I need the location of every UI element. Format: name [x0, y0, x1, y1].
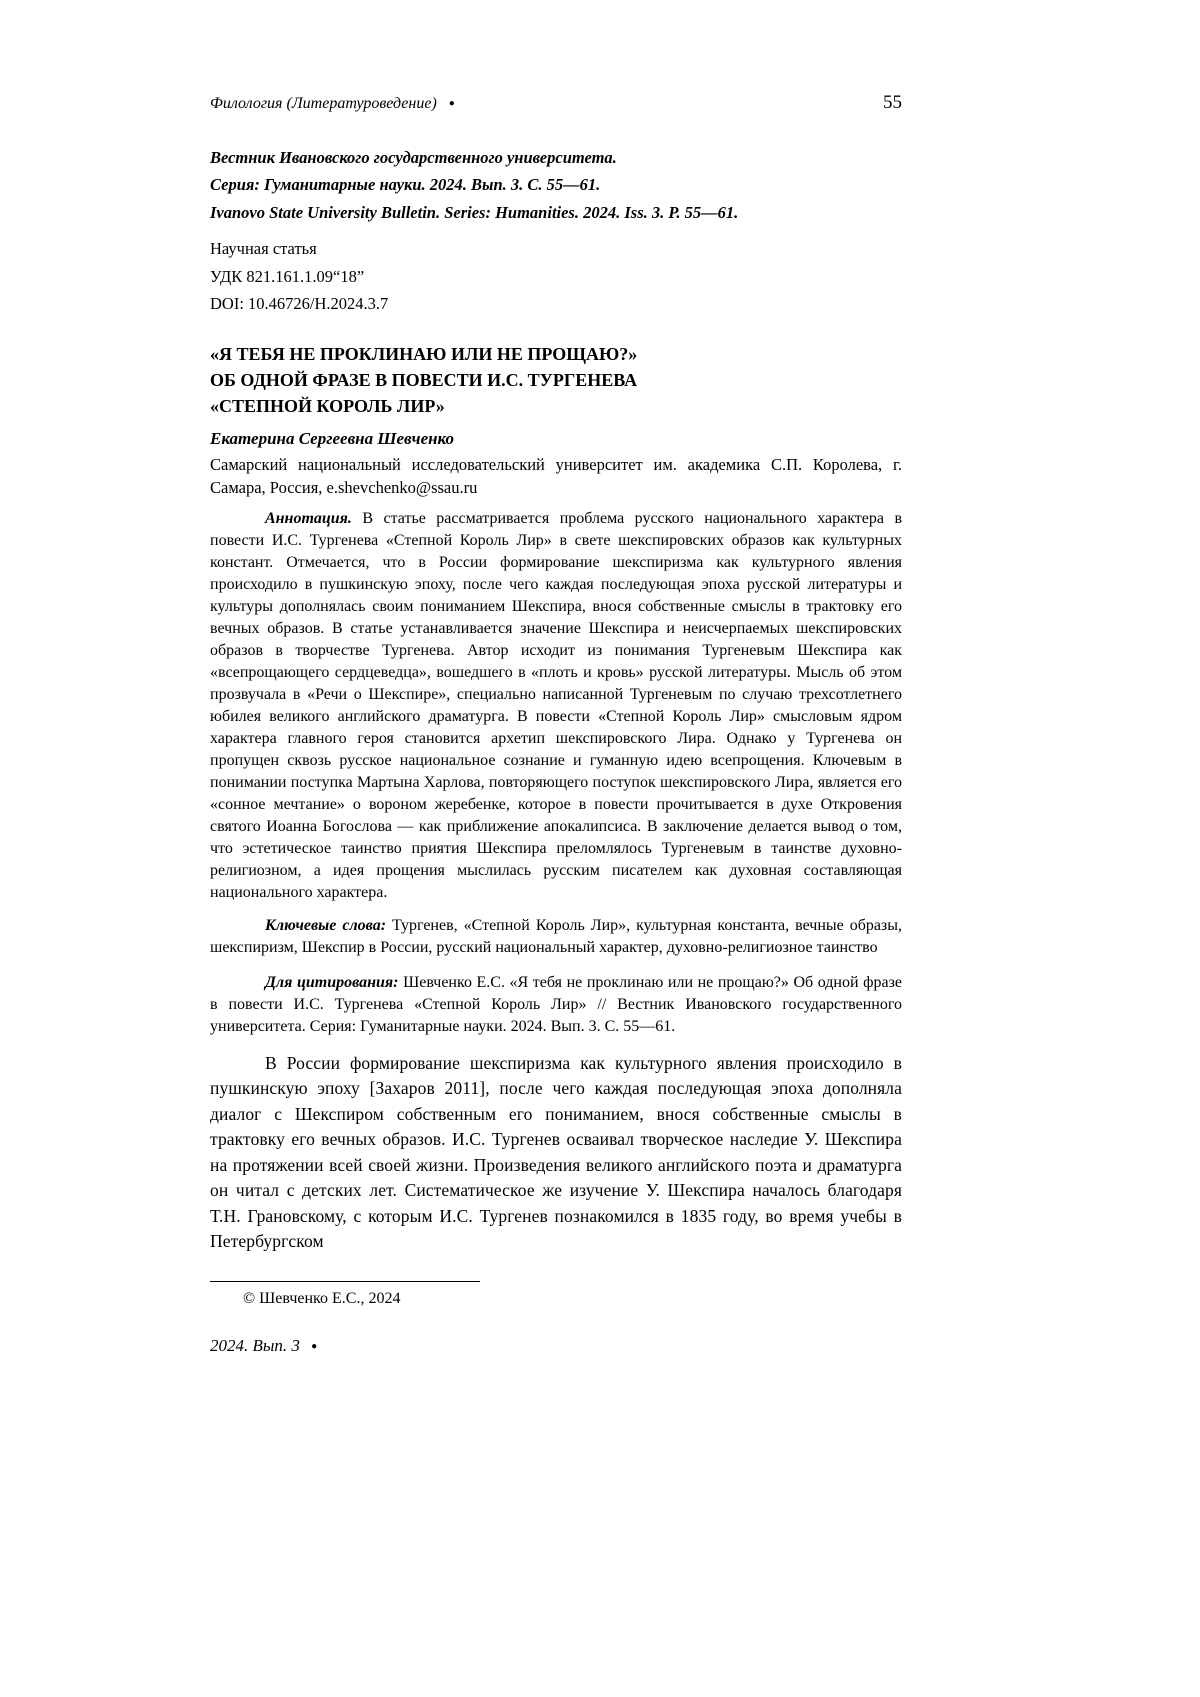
author-affiliation: Самарский национальный исследовательский университет им. академика С.П. Королева, г. Самара, Россия, e.shevchenko@ssau.ru: [210, 454, 902, 497]
abstract-label: Аннотация.: [265, 509, 352, 527]
keywords-text: Тургенев, «Степной Король Лир», культурная константа, вечные образы, шекспиризм, Шекспир в России, русский национальный характер, духовно-религиозное таинство: [210, 916, 903, 956]
abstract-text: В статье рассматривается проблема русского национального характера в повести И.С. Тургенева «Степной Король Лир» в свете шекспировских образов как культурных констант. Отмечается, что в России формирование шекспиризма как культурного явления происходило в пушкинскую эпоху, после чего каждая последующая эпоха русской литературы и культуры дополнялась своим пониманием Шекспира, внося собственные смыслы в трактовку его вечных образов. В статье устанавливается значение Шекспира и неисчерпаемых шекспировских образов в творчестве Тургенева. Автор исходит из понимания Тургеневым Шекспира как «всепрощающего сердцеведца», вошедшего в «плоть и кровь» русской литературы. Мысль об этом прозвучала в «Речи о Шекспире», специально написанной Тургеневым по случаю трехсотлетнего юбилея великого английского драматурга. В повести «Степной Король Лир» смысловым ядром характера главного героя становится архетип шекспировского Лира. Однако у Тургенева он пропущен сквозь русское национальное сознание и гуманную идею всепрощения. Ключевым в понимании поступка Мартына Харлова, повторяющего поступок шекспировского Лира, является его «сонное мечтание» о вороном жеребенке, которое в повести прочитывается в духе Откровения святого Иоанна Богослова — как приближение апокалипсиса. В заключение делается вывод о том, что эстетическое таинство приятия Шекспира преломлялось Тургеневым в таинстве духовно-религиозном, а идея прощения мыслилась русским писателем как духовная составляющая национального характера.: [210, 509, 903, 901]
bullet-icon: ●: [311, 1340, 318, 1352]
citation-label: Для цитирования:: [265, 973, 399, 991]
article-meta: [210, 235, 902, 318]
citation-paragraph: [210, 972, 902, 1038]
article-title-line3: «СТЕПНОЙ КОРОЛЬ ЛИР»: [210, 395, 445, 416]
masthead-ru-line1: Вестник Ивановского государственного университета.: [210, 148, 617, 167]
page-footer: [210, 1336, 902, 1356]
page-content: [210, 0, 902, 1356]
page-number: 55: [883, 92, 902, 113]
footnote-divider: [210, 1281, 480, 1282]
udc-code: УДК 821.161.1.09“18”: [210, 266, 365, 286]
article-title-line2: ОБ ОДНОЙ ФРАЗЕ В ПОВЕСТИ И.С. ТУРГЕНЕВА: [210, 369, 638, 390]
bullet-icon: ●: [448, 98, 455, 109]
journal-masthead: [210, 144, 902, 226]
article-title-line1: «Я ТЕБЯ НЕ ПРОКЛИНАЮ ИЛИ НЕ ПРОЩАЮ?»: [210, 343, 638, 364]
copyright-notice: © Шевченко Е.С., 2024: [243, 1289, 401, 1307]
keywords-paragraph: [210, 915, 902, 959]
running-header-title: Филология (Литературоведение): [210, 95, 437, 112]
running-header-section: [210, 95, 455, 113]
masthead-en-line: Ivanovo State University Bulletin. Series: Humanities. 2024. Iss. 3. P. 55—61.: [210, 203, 739, 222]
masthead-ru-line2: Серия: Гуманитарные науки. 2024. Вып. 3. С. 55—61.: [210, 175, 601, 194]
article-type: Научная статья: [210, 239, 317, 258]
abstract-paragraph: [210, 508, 902, 904]
running-header: [210, 92, 902, 114]
keywords-label: Ключевые слова:: [265, 916, 387, 934]
citation-text: Шевченко Е.С. «Я тебя не проклинаю или не прощаю?» Об одной фразе в повести И.С. Тургенева «Степной Король Лир» // Вестник Ивановского государственного университета. Серия: Гуманитарные науки. 2024. Вып. 3. С. 55—61.: [210, 973, 903, 1035]
author-name: Екатерина Сергеевна Шевченко: [210, 428, 455, 448]
article-title: [210, 341, 902, 419]
doi: DOI: 10.46726/H.2024.3.7: [210, 294, 389, 313]
body-paragraph-1: В России формирование шекспиризма как культурного явления происходило в пушкинскую эпоху [Захаров 2011], после чего каждая последующая эпоха дополняла диалог с Шекспиром собственным его пониманием, внося собственные смыслы в трактовку его вечных образов. И.С. Тургенев осваивал творческое наследие У. Шекспира на протяжении всей своей жизни. Произведения великого английского поэта и драматурга он читал с детских лет. Систематическое же изучение У. Шекспира началось благодаря Т.Н. Грановскому, с которым И.С. Тургенев познакомился в 1835 году, во время учебы в Петербургском: [210, 1052, 902, 1251]
footer-issue-text: 2024. Вып. 3: [210, 1335, 300, 1355]
